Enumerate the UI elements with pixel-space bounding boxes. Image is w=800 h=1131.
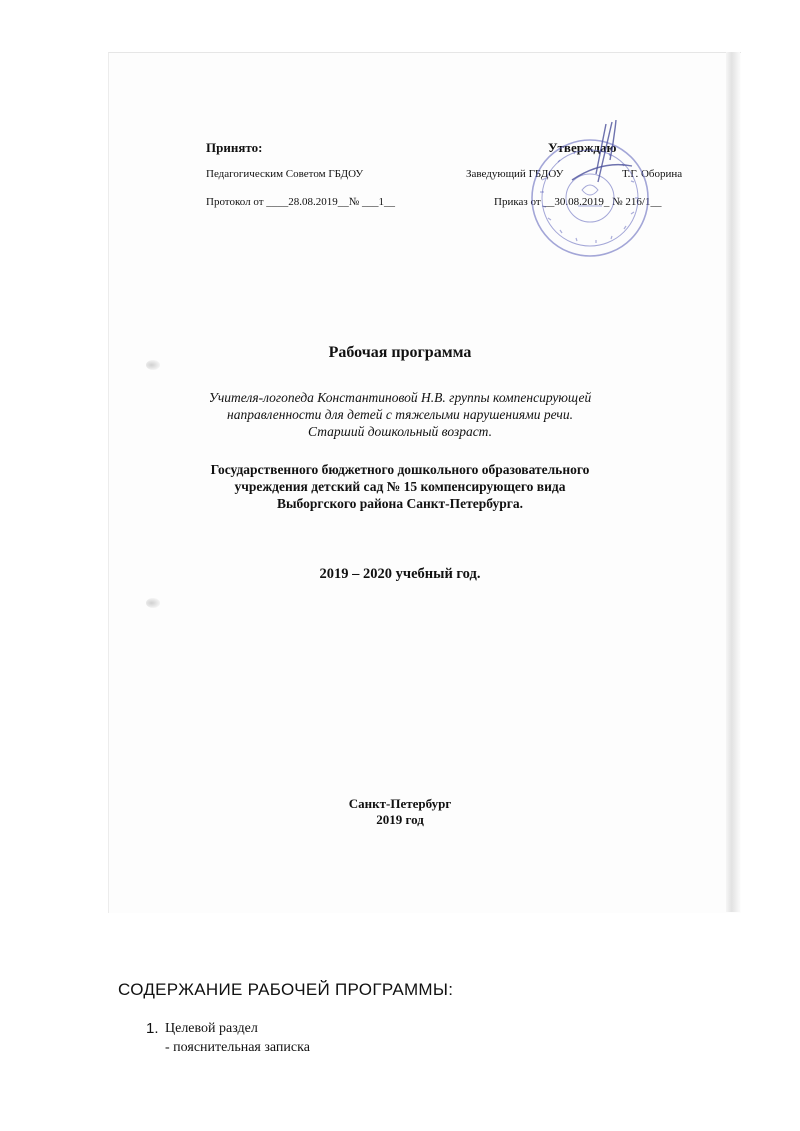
toc-heading: СОДЕРЖАНИЕ РАБОЧЕЙ ПРОГРАММЫ: (118, 980, 454, 999)
subtitle-line-3: Старший дошкольный возраст. (308, 424, 492, 439)
toc-item-label: Целевой раздел (165, 1021, 258, 1036)
subtitle-line-1: Учителя-логопеда Константиновой Н.В. группы компенсирующей (208, 390, 592, 405)
org-line-3: Выборгского района Санкт-Петербурга. (276, 496, 523, 511)
punch-hole-bottom (146, 598, 160, 608)
approved-label: Утверждаю (548, 140, 617, 155)
program-title: Рабочая программа (328, 344, 472, 361)
academic-year: 2019 – 2020 учебный год. (319, 566, 481, 582)
city-year: 2019 год (376, 812, 424, 827)
toc-item-number: 1. (146, 1020, 159, 1037)
official-seal-stamp (512, 120, 672, 270)
subtitle-line-2: направленности для детей с тяжелыми нарушениями речи. (227, 407, 573, 422)
city: Санкт-Петербург (348, 796, 452, 811)
toc-item-sub: - пояснительная записка (165, 1040, 310, 1055)
accepted-protocol: Протокол от ____28.08.2019__№ ___1__ (206, 196, 395, 208)
org-line-2: учреждения детский сад № 15 компенсирующего вида (234, 479, 566, 494)
approved-order: Приказ от __30.08.2019_ № 216/1__ (494, 196, 662, 208)
accepted-body: Педагогическим Советом ГБДОУ (206, 168, 364, 180)
accepted-label: Принято: (206, 140, 263, 155)
approved-head: Заведующий ГБДОУ (466, 168, 564, 180)
org-line-1: Государственного бюджетного дошкольного образовательного (210, 462, 590, 477)
approved-name: Т.Г. Оборина (622, 168, 683, 180)
